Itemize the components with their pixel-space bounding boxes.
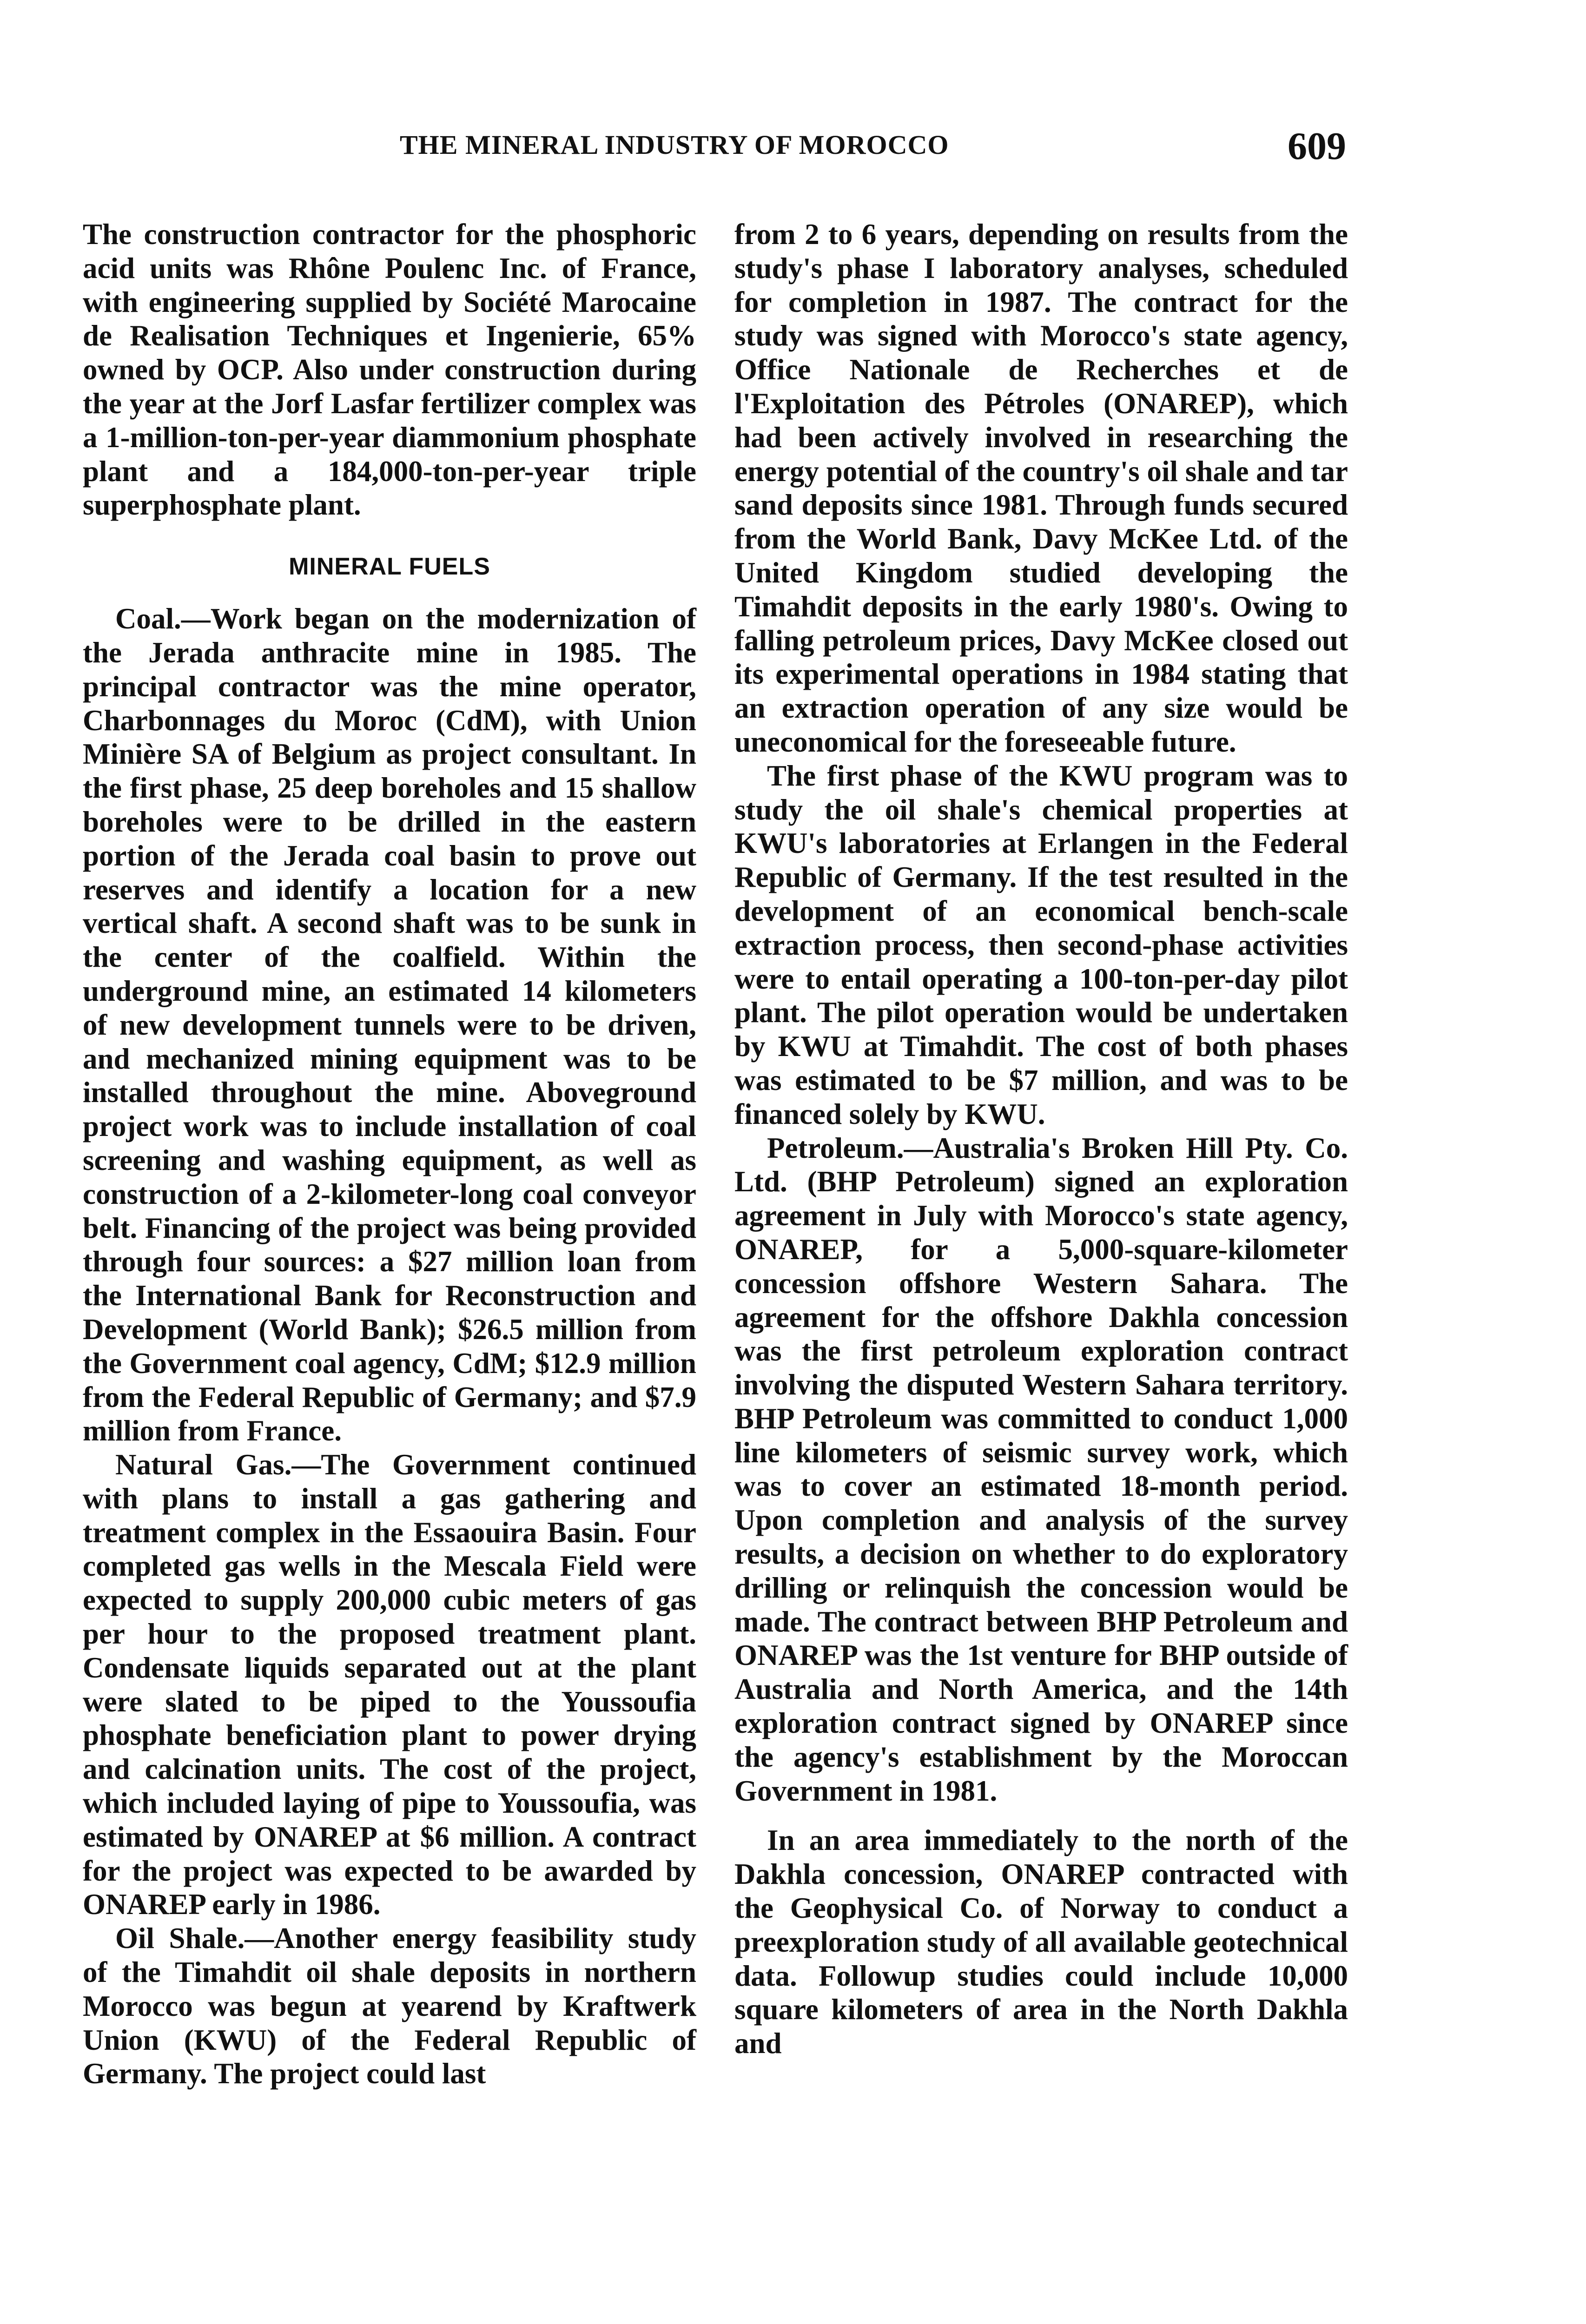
paragraph-phosphoric-acid: The construction contractor for the phosphoric acid units was Rhône Poulenc Inc. of France, with engineering supplied by Société Marocaine de Realisation Techniques et Ingenierie, 65% owned by OCP. Also under construction during the year at the Jorf Lasfar fertilizer complex was a 1-million-ton-per-year diammonium phosphate plant and a 184,000-ton-per-year triple superphosphate plant. [83,218,696,522]
coal-text: —Work began on the modernization of the Jerada anthracite mine in 1985. The principal contractor was the mine operator, Charbonnages du Moroc (CdM), with Union Minière SA of Belgium as project consultant. In the first phase, 25 deep boreholes and 15 shallow boreholes were to be drilled in the eastern portion of the Jerada coal basin to prove out reserves and identify a location for a new vertical shaft. A second shaft was to be sunk in the center of the coalfield. Within the underground mine, an estimated 14 kilometers of new development tunnels were to be driven, and mechanized mining equipment was to be installed throughout the mine. Aboveground project work was to include installation of coal screening and washing equipment, as well as construction of a 2-kilometer-long coal conveyor belt. Financing of the project was being provided through four sources: a $27 million loan from the International Bank for Reconstruction and Development (World Bank); $26.5 million from the Government coal agency, CdM; $12.9 million from the Federal Republic of Germany; and $7.9 million from France. [83,602,696,1447]
page-number: 609 [1288,125,1346,168]
running-title: THE MINERAL INDUSTRY OF MOROCCO [400,130,949,160]
natural-gas-run-in-heading: Natural Gas. [115,1448,292,1481]
natural-gas-text: —The Government continued with plans to install a gas gathering and treatment complex in the Essaouira Basin. Four completed gas wells in the Mescala Field were expected to supply 200,000 cubic meters of gas per hour to the proposed treatment plant. Condensate liquids separated out at the plant were slated to be piped to the Youssoufia phosphate beneficiation plant to power drying and calcination units. The cost of the project, which included laying of pipe to Youssoufia, was estimated by ONAREP at $6 million. A contract for the project was expected to be awarded by ONAREP early in 1986. [83,1448,696,1921]
oil-shale-run-in-heading: Oil Shale. [115,1922,245,1955]
right-column [734,218,1348,2060]
paragraph-natural-gas [83,1448,696,1921]
coal-run-in-heading: Coal. [115,602,181,635]
paragraph-dakhla-north: In an area immediately to the north of the Dakhla concession, ONAREP contracted with the Geophysical Co. of Norway to conduct a preexploration study of all available geotechnical data. Followup studies could include 10,000 square kilometers of area in the North Dakhla and [734,1824,1348,2060]
paragraph-kwu-program: The first phase of the KWU program was to study the oil shale's chemical properties at KWU's laboratories at Erlangen in the Federal Republic of Germany. If the test resulted in the development of an economical bench-scale extraction process, then second-phase activities were to entail operating a 100-ton-per-day pilot plant. The pilot operation would be undertaken by KWU at Timahdit. The cost of both phases was estimated to be $7 million, and was to be financed solely by KWU. [734,759,1348,1130]
paragraph-coal [83,602,696,1448]
petroleum-text: —Australia's Broken Hill Pty. Co. Ltd. (BHP Petroleum) signed an exploration agreement in July with Morocco's state agency, ONAREP, for a 5,000-square-kilometer concession offshore Western Sahara. The agreement for the offshore Dakhla concession was the first petroleum exploration contract involving the disputed Western Sahara territory. BHP Petroleum was committed to conduct 1,000 line kilometers of seismic survey work, which was to cover an estimated 18-month period. Upon completion and analysis of the survey results, a decision on whether to do exploratory drilling or relinquish the concession would be made. The contract between BHP Petroleum and ONAREP was the 1st venture for BHP outside of Australia and North America, and the 14th exploration contract signed by ONAREP since the agency's establishment by the Moroccan Government in 1981. [734,1131,1348,1807]
left-column [83,218,696,2091]
petroleum-run-in-heading: Petroleum. [767,1131,904,1164]
paragraph-oil-shale [83,1921,696,2091]
paragraph-petroleum [734,1131,1348,1808]
paragraph-oil-shale-continued: from 2 to 6 years, depending on results from the study's phase I laboratory analyses, scheduled for completion in 1987. The contract for the study was signed with Morocco's state agency, Office Nationale de Recherches et de l'Exploitation des Pétroles (ONAREP), which had been actively involved in researching the energy potential of the country's oil shale and tar sand deposits since 1981. Through funds secured from the World Bank, Davy McKee Ltd. of the United Kingdom studied developing the Timahdit deposits in the early 1980's. Owing to falling petroleum prices, Davy McKee closed out its experimental operations in 1984 stating that an extraction operation of any size would be uneconomical for the foreseeable future. [734,218,1348,758]
section-heading-mineral-fuels: MINERAL FUELS [289,553,490,581]
oil-shale-text: —Another energy feasibility study of the Timahdit oil shale deposits in northern Morocco was begun at yearend by Kraftwerk Union (KWU) of the Federal Republic of Germany. The project could last [83,1922,696,2090]
